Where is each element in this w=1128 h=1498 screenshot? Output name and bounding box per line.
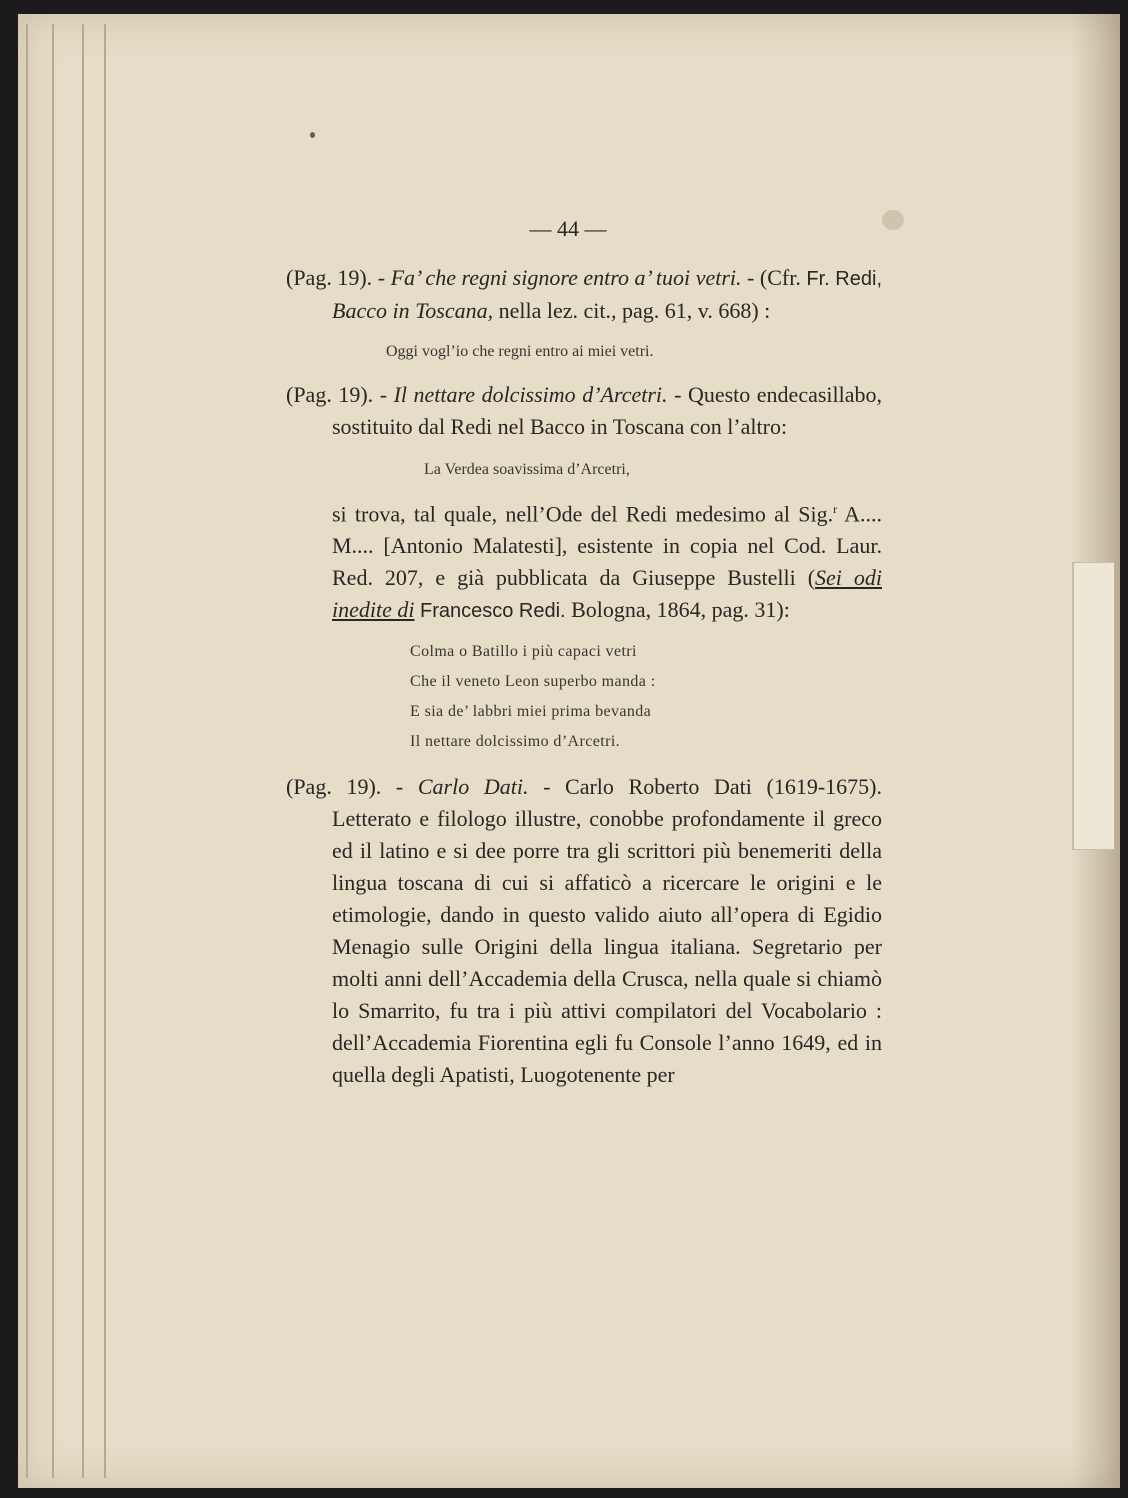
page-number: — 44 — (529, 216, 607, 241)
author-name: Francesco Redi. (419, 600, 566, 623)
entry-ref: (Pag. 19). (286, 774, 382, 800)
ink-speck (310, 132, 315, 138)
entry-title: Fa’ che regni signore entro a’ tuoi vetri. (390, 265, 742, 290)
paper-blot (882, 210, 904, 230)
page-edge (52, 24, 54, 1478)
note-entry-1: (Pag. 19). - Fa’ che regni signore entro a’ tuoi vetri. - (Cfr. Fr. Redi, Bacco in Toscana, nella lez. cit., pag. 61, v. 668) : (286, 265, 882, 323)
quote-verse: Oggi vogl’io che regni entro ai miei vetri. (386, 343, 654, 360)
poem-line: E sia de’ labbri miei prima bevanda (410, 703, 652, 721)
note-paragraph: si trova, tal quale, nell’Ode del Redi medesimo al Sig.$^r$ A.... M.... [Antonio Malatesti], esistente in copia nel Cod. Laur. Red. 207, e già pubblicata da Giuseppe Bustelli (Sei odi inedite di Francesco Redi. Bologna, 1864, pag. 31): (332, 501, 882, 623)
page-edge (104, 24, 106, 1478)
entry-title: Il nettare dolcissimo d’Arcetri. (393, 382, 668, 407)
page-content (254, 216, 882, 1091)
inserted-paper-slip (1072, 562, 1114, 850)
poem-line: Colma o Batillo i più capaci vetri (410, 643, 637, 661)
author-name: Fr. Redi, (806, 268, 882, 290)
entry-title: Carlo Dati. (417, 774, 529, 800)
entry-ref: (Pag. 19). (286, 382, 374, 407)
note-entry-2: (Pag. 19). - Il nettare dolcissimo d’Arcetri. - Questo endecasillabo, sostituito dal Redi nel Bacco in Toscana con l’altro: (286, 382, 883, 439)
entry-ref: (Pag. 19). (286, 265, 373, 290)
poem-line: Il nettare dolcissimo d’Arcetri. (410, 733, 621, 751)
poem-quote (254, 637, 882, 757)
poem-line: Che il veneto Leon superbo manda : (410, 673, 656, 691)
page-edge (82, 24, 84, 1478)
quote-verse: La Verdea soavissima d’Arcetri, (424, 461, 630, 478)
note-entry-3: (Pag. 19). - Carlo Dati. - Carlo Roberto Dati (1619-1675). Letterato e filologo illustre, conobbe profondamente il greco ed il latino e si dee porre tra gli scrittori più benemeriti della lingua toscana di cui si affaticò a ricercare le origini e le etimologie, dando in questo valido aiuto all’opera di Egidio Menagio sulle Origini della lingua italiana. Segretario per molti anni dell’Accademia della Crusca, nella quale si chiamò lo Smarrito, fu tra i più attivi compilatori del Vocabolario : dell’Accademia Fiorentina egli fu Console l’anno 1649, ed in quella degli Apatisti, Luogotenente per (286, 774, 883, 1088)
work-title: Bacco in Toscana, (332, 298, 494, 323)
work-title: Sei odi inedite di (332, 565, 882, 623)
page-edge (26, 24, 28, 1478)
